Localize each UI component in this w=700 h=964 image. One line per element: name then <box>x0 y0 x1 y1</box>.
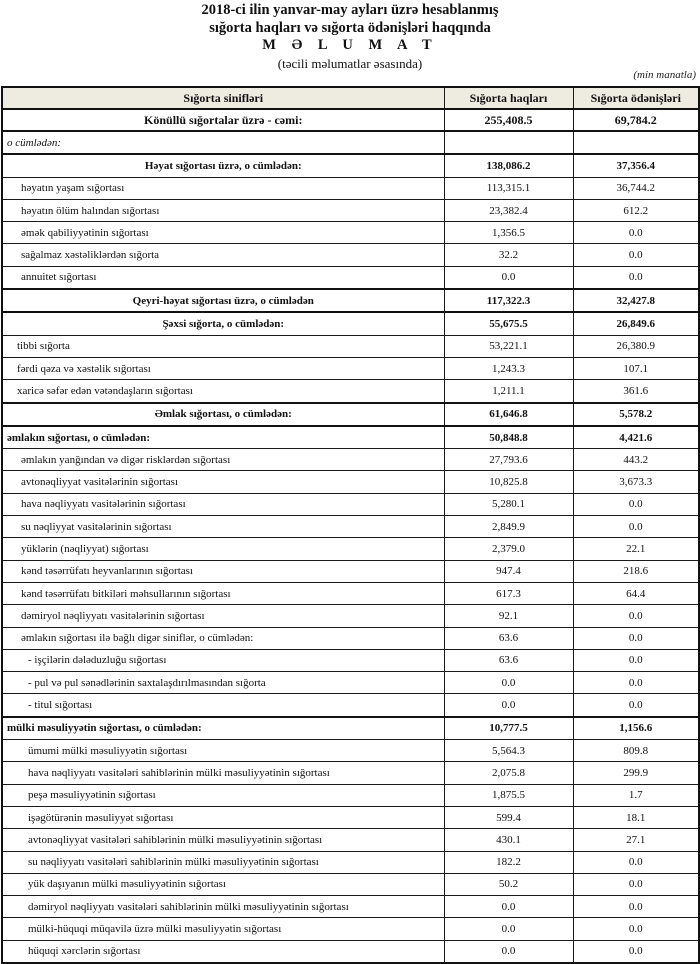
row-payments: 0.0 <box>573 896 699 918</box>
unit-note: (min manatla) <box>633 69 696 81</box>
table-row <box>2 154 699 177</box>
table-row <box>2 471 699 493</box>
table-row <box>2 244 699 266</box>
row-label: annuitet sığortası <box>2 266 444 289</box>
row-premiums: 0.0 <box>444 918 573 940</box>
row-payments: 4,421.6 <box>573 426 699 449</box>
table-row <box>2 582 699 604</box>
row-payments: 26,380.9 <box>573 335 699 357</box>
row-premiums: 0.0 <box>444 266 573 289</box>
table-row <box>2 829 699 851</box>
row-label: avtonəqliyyat vasitələrinin sığortası <box>2 471 444 493</box>
row-payments: 1.7 <box>573 784 699 806</box>
row-payments: 443.2 <box>573 449 699 471</box>
row-payments: 0.0 <box>573 493 699 515</box>
row-payments: 37,356.4 <box>573 154 699 177</box>
row-premiums: 63.6 <box>444 627 573 649</box>
column-header-classes: Sığorta sinifləri <box>2 87 444 109</box>
row-premiums: 5,280.1 <box>444 493 573 515</box>
table-header-row <box>2 87 699 109</box>
row-label: - titul sığortası <box>2 694 444 717</box>
row-label: ümumi mülki məsuliyyətin sığortası <box>2 740 444 762</box>
row-premiums: 1,875.5 <box>444 784 573 806</box>
row-label: hüquqi xərclərin sığortası <box>2 940 444 963</box>
table-row <box>2 784 699 806</box>
row-premiums: 138,086.2 <box>444 154 573 177</box>
row-label: əmlakın yanğından və digər risklərdən sığortası <box>2 449 444 471</box>
table-row <box>2 357 699 379</box>
table-row <box>2 266 699 289</box>
row-premiums: 27,793.6 <box>444 449 573 471</box>
row-label: yük daşıyanın mülki məsuliyyətinin sığortası <box>2 873 444 895</box>
row-premiums: 0.0 <box>444 672 573 694</box>
row-payments: 107.1 <box>573 357 699 379</box>
table-row <box>2 851 699 873</box>
column-header-premiums: Sığorta haqları <box>444 87 573 109</box>
table-row <box>2 605 699 627</box>
table-row <box>2 403 699 426</box>
table-row <box>2 672 699 694</box>
row-payments: 18.1 <box>573 806 699 828</box>
title-line-1: 2018-ci ilin yanvar-may ayları üzrə hesablanmış <box>201 2 499 18</box>
table-row <box>2 449 699 471</box>
row-premiums: 10,777.5 <box>444 717 573 740</box>
total-payments: 69,784.2 <box>573 109 699 131</box>
row-payments: 0.0 <box>573 244 699 266</box>
row-premiums: 32.2 <box>444 244 573 266</box>
row-payments: 0.0 <box>573 222 699 244</box>
row-premiums: 617.3 <box>444 582 573 604</box>
row-premiums: 2,849.9 <box>444 516 573 538</box>
total-row <box>2 109 699 131</box>
row-label: o cümlədən: <box>2 131 444 154</box>
row-payments: 0.0 <box>573 694 699 717</box>
row-payments: 299.9 <box>573 762 699 784</box>
table-row <box>2 873 699 895</box>
row-payments: 0.0 <box>573 918 699 940</box>
row-premiums: 113,315.1 <box>444 177 573 199</box>
row-label: həyatın yaşam sığortası <box>2 177 444 199</box>
row-label: peşə məsuliyyətinin sığortası <box>2 784 444 806</box>
row-premiums: 2,075.8 <box>444 762 573 784</box>
row-payments: 36,744.2 <box>573 177 699 199</box>
table-row <box>2 694 699 717</box>
row-label: Qeyri-həyat sığortası üzrə, o cümlədən <box>2 289 444 312</box>
row-premiums: 117,322.3 <box>444 289 573 312</box>
row-label: Şəxsi sığorta, o cümlədən: <box>2 312 444 335</box>
row-payments: 0.0 <box>573 672 699 694</box>
row-premiums: 92.1 <box>444 605 573 627</box>
row-premiums: 50.2 <box>444 873 573 895</box>
row-payments: 0.0 <box>573 940 699 963</box>
row-payments: 64.4 <box>573 582 699 604</box>
table-row <box>2 493 699 515</box>
table-row <box>2 560 699 582</box>
row-label: - pul və pul sənədlərinin saxtalaşdırılmasından sığorta <box>2 672 444 694</box>
row-label: mülki-hüquqi müqavilə üzrə mülki məsuliyyətin sığortası <box>2 918 444 940</box>
row-label: Əmlak sığortası, o cümlədən: <box>2 403 444 426</box>
row-payments: 0.0 <box>573 649 699 671</box>
row-premiums: 10,825.8 <box>444 471 573 493</box>
row-label: əmlakın sığortası, o cümlədən: <box>2 426 444 449</box>
table-row <box>2 199 699 221</box>
row-payments: 5,578.2 <box>573 403 699 426</box>
row-payments: 612.2 <box>573 199 699 221</box>
table-row <box>2 177 699 199</box>
row-payments: 27.1 <box>573 829 699 851</box>
insurance-table <box>1 86 700 964</box>
row-premiums: 1,356.5 <box>444 222 573 244</box>
row-premiums: 61,646.8 <box>444 403 573 426</box>
row-premiums <box>444 131 573 154</box>
row-label: dəmiryol nəqliyyatı vasitələri sahiblərinin mülki məsuliyyətinin sığortası <box>2 896 444 918</box>
table-row <box>2 538 699 560</box>
row-payments: 0.0 <box>573 605 699 627</box>
row-premiums: 599.4 <box>444 806 573 828</box>
table-row <box>2 740 699 762</box>
row-label: əmək qabiliyyətinin sığortası <box>2 222 444 244</box>
row-label: sağalmaz xəstəliklərdən sığorta <box>2 244 444 266</box>
row-premiums: 0.0 <box>444 940 573 963</box>
row-premiums: 23,382.4 <box>444 199 573 221</box>
row-payments: 22.1 <box>573 538 699 560</box>
row-label: kənd təsərrüfatı bitkiləri məhsullarının sığortası <box>2 582 444 604</box>
row-premiums: 182.2 <box>444 851 573 873</box>
table-row <box>2 222 699 244</box>
title-subtitle: (təcili məlumatlar əsasında) <box>277 56 423 71</box>
row-payments: 218.6 <box>573 560 699 582</box>
row-payments: 0.0 <box>573 516 699 538</box>
row-payments: 809.8 <box>573 740 699 762</box>
row-premiums: 0.0 <box>444 896 573 918</box>
row-label: fərdi qəza və xəstəlik sığortası <box>2 357 444 379</box>
row-premiums: 430.1 <box>444 829 573 851</box>
row-label: su nəqliyyat vasitələrinin sığortası <box>2 516 444 538</box>
row-label: həyatın ölüm halından sığortası <box>2 199 444 221</box>
row-payments: 0.0 <box>573 266 699 289</box>
row-label: mülki məsuliyyətin sığortası, o cümlədən: <box>2 717 444 740</box>
row-label: yüklərin (nəqliyyat) sığortası <box>2 538 444 560</box>
table-row <box>2 312 699 335</box>
row-label: tibbi sığorta <box>2 335 444 357</box>
row-payments: 0.0 <box>573 873 699 895</box>
table-row <box>2 649 699 671</box>
row-label: işəgötürənin məsuliyyət sığortası <box>2 806 444 828</box>
title-line-2: sığorta haqları və sığorta ödənişləri haqqında <box>209 20 491 36</box>
row-label: əmlakın sığortası ilə bağlı digər siniflər, o cümlədən: <box>2 627 444 649</box>
table-row <box>2 940 699 963</box>
row-label: kənd təsərrüfatı heyvanlarının sığortası <box>2 560 444 582</box>
row-payments: 26,849.6 <box>573 312 699 335</box>
table-row <box>2 717 699 740</box>
row-payments <box>573 131 699 154</box>
row-premiums: 0.0 <box>444 694 573 717</box>
row-premiums: 1,211.1 <box>444 380 573 403</box>
table-row <box>2 762 699 784</box>
table-row <box>2 426 699 449</box>
title-heading: M Ə L U M A T <box>262 37 438 53</box>
row-premiums: 1,243.3 <box>444 357 573 379</box>
row-premiums: 50,848.8 <box>444 426 573 449</box>
row-label: Həyat sığortası üzrə, o cümlədən: <box>2 154 444 177</box>
row-premiums: 5,564.3 <box>444 740 573 762</box>
table-row <box>2 918 699 940</box>
row-label: hava nəqliyyatı vasitələri sahiblərinin mülki məsuliyyətinin sığortası <box>2 762 444 784</box>
row-premiums: 53,221.1 <box>444 335 573 357</box>
row-label: - işçilərin dələduzluğu sığortası <box>2 649 444 671</box>
row-payments: 361.6 <box>573 380 699 403</box>
table-row <box>2 627 699 649</box>
row-premiums: 2,379.0 <box>444 538 573 560</box>
row-payments: 0.0 <box>573 851 699 873</box>
row-payments: 1,156.6 <box>573 717 699 740</box>
row-premiums: 63.6 <box>444 649 573 671</box>
table-row <box>2 335 699 357</box>
table-row <box>2 896 699 918</box>
row-label: dəmiryol nəqliyyatı vasitələrinin sığortası <box>2 605 444 627</box>
table-row <box>2 289 699 312</box>
row-label: avtonəqliyyat vasitələri sahiblərinin mülki məsuliyyətinin sığortası <box>2 829 444 851</box>
table-row <box>2 380 699 403</box>
row-payments: 3,673.3 <box>573 471 699 493</box>
column-header-payments: Sığorta ödənişləri <box>573 87 699 109</box>
total-label: Könüllü sığortalar üzrə - cəmi: <box>2 109 444 131</box>
total-premiums: 255,408.5 <box>444 109 573 131</box>
row-payments: 32,427.8 <box>573 289 699 312</box>
row-label: hava nəqliyyatı vasitələrinin sığortası <box>2 493 444 515</box>
table-row <box>2 516 699 538</box>
table-row <box>2 806 699 828</box>
table-row <box>2 131 699 154</box>
row-payments: 0.0 <box>573 627 699 649</box>
row-premiums: 55,675.5 <box>444 312 573 335</box>
row-label: xaricə səfər edən vətəndaşların sığortası <box>2 380 444 403</box>
row-premiums: 947.4 <box>444 560 573 582</box>
row-label: su nəqliyyatı vasitələri sahiblərinin mülki məsuliyyətinin sığortası <box>2 851 444 873</box>
